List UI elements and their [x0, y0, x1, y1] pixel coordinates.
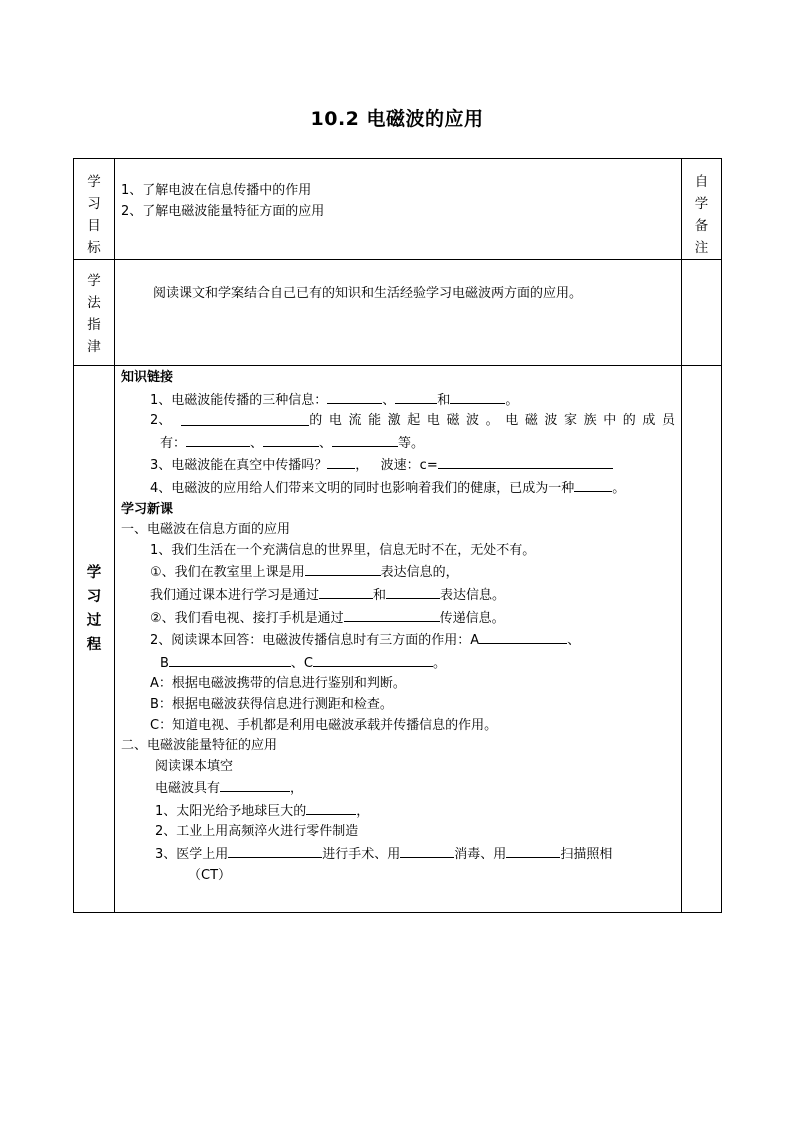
label-char: 过: [86, 613, 102, 629]
worksheet-table: [73, 158, 722, 913]
section-2-para-2: [115, 777, 681, 800]
blank[interactable]: [305, 561, 381, 576]
objectives-content-cell: [115, 159, 682, 260]
label-char: 学: [87, 273, 101, 289]
label-char: 备: [694, 218, 709, 234]
text: 。: [505, 392, 519, 408]
page-title: 10.2 电磁波的应用: [310, 108, 484, 130]
blank[interactable]: [313, 652, 433, 667]
label-char: 标: [87, 240, 101, 256]
section-2-title: 二、电磁波能量特征的应用: [121, 738, 278, 754]
objective-item-1: 1、了解电波在信息传播中的作用: [121, 183, 312, 198]
blank[interactable]: [319, 584, 373, 599]
text: ②、我们看电视、接打手机是通过: [150, 610, 344, 626]
text: 、: [319, 435, 333, 451]
label-char: 学: [86, 565, 102, 581]
process-row: [74, 366, 722, 913]
section-1-para-5: [115, 629, 681, 652]
label-char: 学: [694, 196, 709, 212]
blank[interactable]: [574, 477, 612, 492]
method-content-cell: [115, 260, 682, 366]
section-2-para-6: （CT）: [188, 867, 232, 883]
blank[interactable]: [327, 454, 355, 469]
text: 有：: [160, 435, 187, 451]
knowledge-item-1: [115, 389, 681, 412]
blank[interactable]: [228, 843, 322, 858]
text: 传递信息。: [439, 610, 505, 626]
text: 2、: [150, 413, 172, 429]
knowledge-item-3: [115, 454, 681, 477]
section-1-para-3: [115, 584, 681, 607]
text: 的电流能激起电磁波。电磁波家族中的成员: [309, 413, 675, 429]
knowledge-item-2: [115, 411, 681, 432]
blank[interactable]: [438, 454, 613, 469]
blank[interactable]: [344, 607, 440, 622]
label-char: 津: [87, 339, 101, 355]
blank[interactable]: [186, 432, 250, 447]
section-1-title: 一、电磁波在信息方面的应用: [121, 522, 291, 538]
method-row: [74, 260, 722, 366]
text: 、C: [290, 655, 313, 671]
text: 进行手术、用: [322, 847, 401, 863]
section-2-para-4: 2、工业上用高频淬火进行零件制造: [155, 824, 359, 840]
blank[interactable]: [181, 411, 309, 426]
section-1-answer-a: A：根据电磁波携带的信息进行鉴别和判断。: [150, 676, 406, 692]
text: 电磁波具有: [155, 781, 221, 797]
text: 和: [437, 392, 451, 408]
text: 、: [250, 435, 264, 451]
text: ①、我们在教室里上课是用: [150, 565, 305, 581]
text: 1、太阳光给予地球巨大的: [155, 803, 307, 819]
section-1-para-2: [115, 561, 681, 584]
notes-label: [682, 159, 721, 259]
text: 3、电磁波能在真空中传播吗？: [150, 458, 328, 474]
method-text: 阅读课文和学案结合自己已有的知识和生活经验学习电磁波两方面的应用。: [153, 286, 583, 301]
knowledge-item-4: [115, 477, 681, 500]
text: 2、阅读课本回答：电磁波传播信息时有三方面的作用：A: [150, 633, 480, 649]
text: 3、医学上用: [155, 847, 229, 863]
process-label: [74, 561, 114, 717]
objectives-label-cell: [74, 159, 115, 260]
blank[interactable]: [169, 652, 291, 667]
text: 1、电磁波能传播的三种信息：: [150, 392, 328, 408]
label-char: 注: [694, 240, 709, 256]
label-char: 指: [87, 317, 101, 333]
blank[interactable]: [220, 777, 290, 792]
blank[interactable]: [400, 843, 454, 858]
process-notes-cell: [682, 366, 722, 913]
blank[interactable]: [395, 389, 437, 404]
section-1-para-6: [115, 652, 681, 675]
text: 我们通过课本进行学习是通过: [150, 587, 320, 603]
blank[interactable]: [306, 800, 356, 815]
text: 4、电磁波的应用给人们带来文明的同时也影响着我们的健康，已成为一种: [150, 480, 575, 496]
text: B: [160, 655, 169, 671]
method-label-cell: [74, 260, 115, 366]
process-content-cell: [115, 366, 682, 913]
text: 。: [612, 480, 626, 496]
label-char: 学: [87, 174, 101, 190]
text: 表达信息的，: [380, 565, 459, 581]
text: 扫描照相: [560, 847, 613, 863]
knowledge-heading: 知识链接: [121, 370, 174, 385]
section-1-answer-c: C：知道电视、手机都是利用电磁波承载并传播信息的作用。: [150, 717, 498, 733]
method-label: [74, 260, 114, 358]
text: 、: [382, 392, 396, 408]
label-char: 法: [87, 295, 101, 311]
label-char: 目: [87, 218, 101, 234]
section-1-para-1: 1、我们生活在一个充满信息的世界里，信息无时不在，无处不有。: [150, 542, 536, 558]
method-notes-cell: [682, 260, 722, 366]
text: 消毒、用: [454, 847, 507, 863]
section-1-answer-b: B：根据电磁波获得信息进行测距和检查。: [150, 696, 393, 712]
text: ，: [356, 803, 370, 819]
objective-item-2: 2、了解电磁波能量特征方面的应用: [121, 203, 325, 219]
label-char: 习: [87, 196, 101, 212]
blank[interactable]: [450, 389, 505, 404]
text: ，: [290, 781, 304, 797]
new-lesson-heading: 学习新课: [121, 501, 174, 517]
blank[interactable]: [332, 432, 398, 447]
objectives-label: [74, 159, 114, 259]
section-1-para-4: [115, 607, 681, 630]
section-2-para-3: [115, 800, 681, 823]
blank[interactable]: [479, 629, 567, 644]
knowledge-item-2-cont: [115, 432, 681, 455]
section-2-para-1: 阅读课本填空: [155, 758, 234, 774]
label-char: 程: [86, 637, 102, 653]
text: 和: [373, 587, 387, 603]
section-2-para-5: [115, 843, 681, 866]
label-char: 自: [694, 174, 709, 190]
text: 表达信息。: [440, 587, 506, 603]
process-label-cell: [74, 366, 115, 913]
blank[interactable]: [506, 843, 560, 858]
text: 等。: [398, 435, 425, 451]
objectives-row: [74, 159, 722, 260]
blank[interactable]: [263, 432, 319, 447]
label-char: 习: [86, 589, 102, 605]
text: 。: [433, 655, 447, 671]
notes-label-cell: [682, 159, 722, 260]
blank[interactable]: [327, 389, 382, 404]
text: ， 波速：c=: [355, 458, 438, 474]
text: 、: [567, 633, 581, 649]
blank[interactable]: [386, 584, 440, 599]
